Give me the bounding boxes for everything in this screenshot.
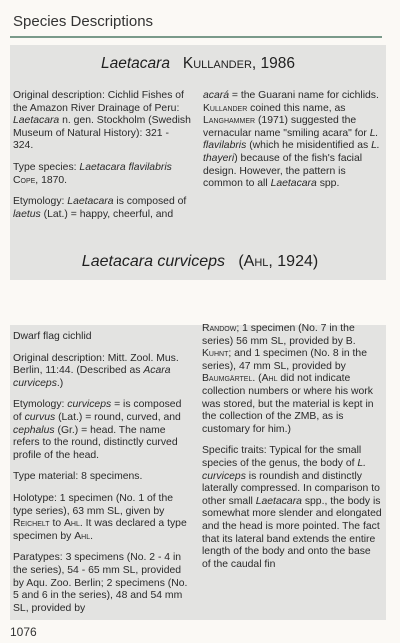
page-header: [10, 8, 382, 38]
genus-left-column: [13, 90, 191, 230]
species-paratypes-cont: Randow; 1 specimen (No. 7 in the series) 56 mm SL, provided by B. Kuhnt; and 1 specimen (No. 8 in the series), 47 mm SL, provided by Baumgärtel. (Ahl did not indicate collection numbers or where his work was stored, but the material is kept in the collection of the ZMB, as is customary for him.): [202, 323, 374, 435]
genus-original-description: Original description: Cichlid Fishes of the Amazon River Drainage of Peru: Laetacara n. gen. Stockholm (Swedish Museum of Natural History): 321 - 324.: [13, 90, 191, 152]
species-specific-traits: Specific traits: Typical for the small species of the genus, the body of L. curviceps is roundish and distinctly laterally compressed. In comparison to other small Laetacara spp., the body is somewhat more slender and elongated and the head is more pointed. The fact that its lateral band extends the entire length of the body and onto the base of the caudal fin: [202, 445, 382, 570]
species-common-name: Dwarf flag cichlid: [13, 331, 92, 342]
genus-name: Laetacara: [101, 55, 170, 72]
species-right-column: [202, 323, 382, 580]
species-original-description: Original description: Mitt. Zool. Mus. Berlin, 11:44. (Described as Acara curviceps.): [13, 352, 179, 389]
genus-right-column: [203, 90, 381, 200]
species-entry-box: [10, 325, 386, 620]
genus-etymology-cont: acará = the Guarani name for cichlids. Kullander coined this name, as Langhammer (1971) suggested the vernacular name "smiling acara" for L. flavilabris (which he misidentified as L. thayeri) because of the fish's facial design. However, the pattern is common to all Laetacara spp.: [203, 90, 380, 190]
genus-type-species: Type species: Laetacara flavilabris Cope, 1870.: [13, 161, 172, 186]
species-paratypes-start: Paratypes: 3 specimens (No. 2 - 4 in the series), 54 - 65 mm SL, provided by Aqu. Zoo. Berlin; 2 specimens (No. 5 and 6 in the series), 48 and 54 mm SL, provided by: [13, 552, 188, 614]
genus-etymology-start: Etymology: Laetacara is composed of laetus (Lat.) = happy, cheerful, and: [13, 196, 187, 220]
genus-entry-box: [10, 45, 386, 280]
species-holotype: Holotype: 1 specimen (No. 1 of the type series), 63 mm SL, given by Reichelt to Ahl. It was declared a type specimen by Ahl.: [13, 492, 187, 542]
page-number: 1076: [10, 625, 37, 639]
genus-author: Kullander, 1986: [182, 55, 295, 72]
genus-title: [10, 55, 386, 73]
species-author: (Ahl, 1924): [238, 253, 319, 270]
species-name: Laetacara curviceps: [81, 253, 225, 270]
page-header-title: Species Descriptions: [13, 13, 154, 30]
species-type-material: Type material: 8 specimens.: [13, 471, 143, 483]
species-title: [0, 253, 400, 271]
species-etymology: Etymology: curviceps = is composed of curvus (Lat.) = round, curved, and cephalus (Gr.) = head. The name refers to the round, distinctly curved profile of the head.: [13, 399, 182, 461]
species-left-column: [13, 331, 189, 624]
